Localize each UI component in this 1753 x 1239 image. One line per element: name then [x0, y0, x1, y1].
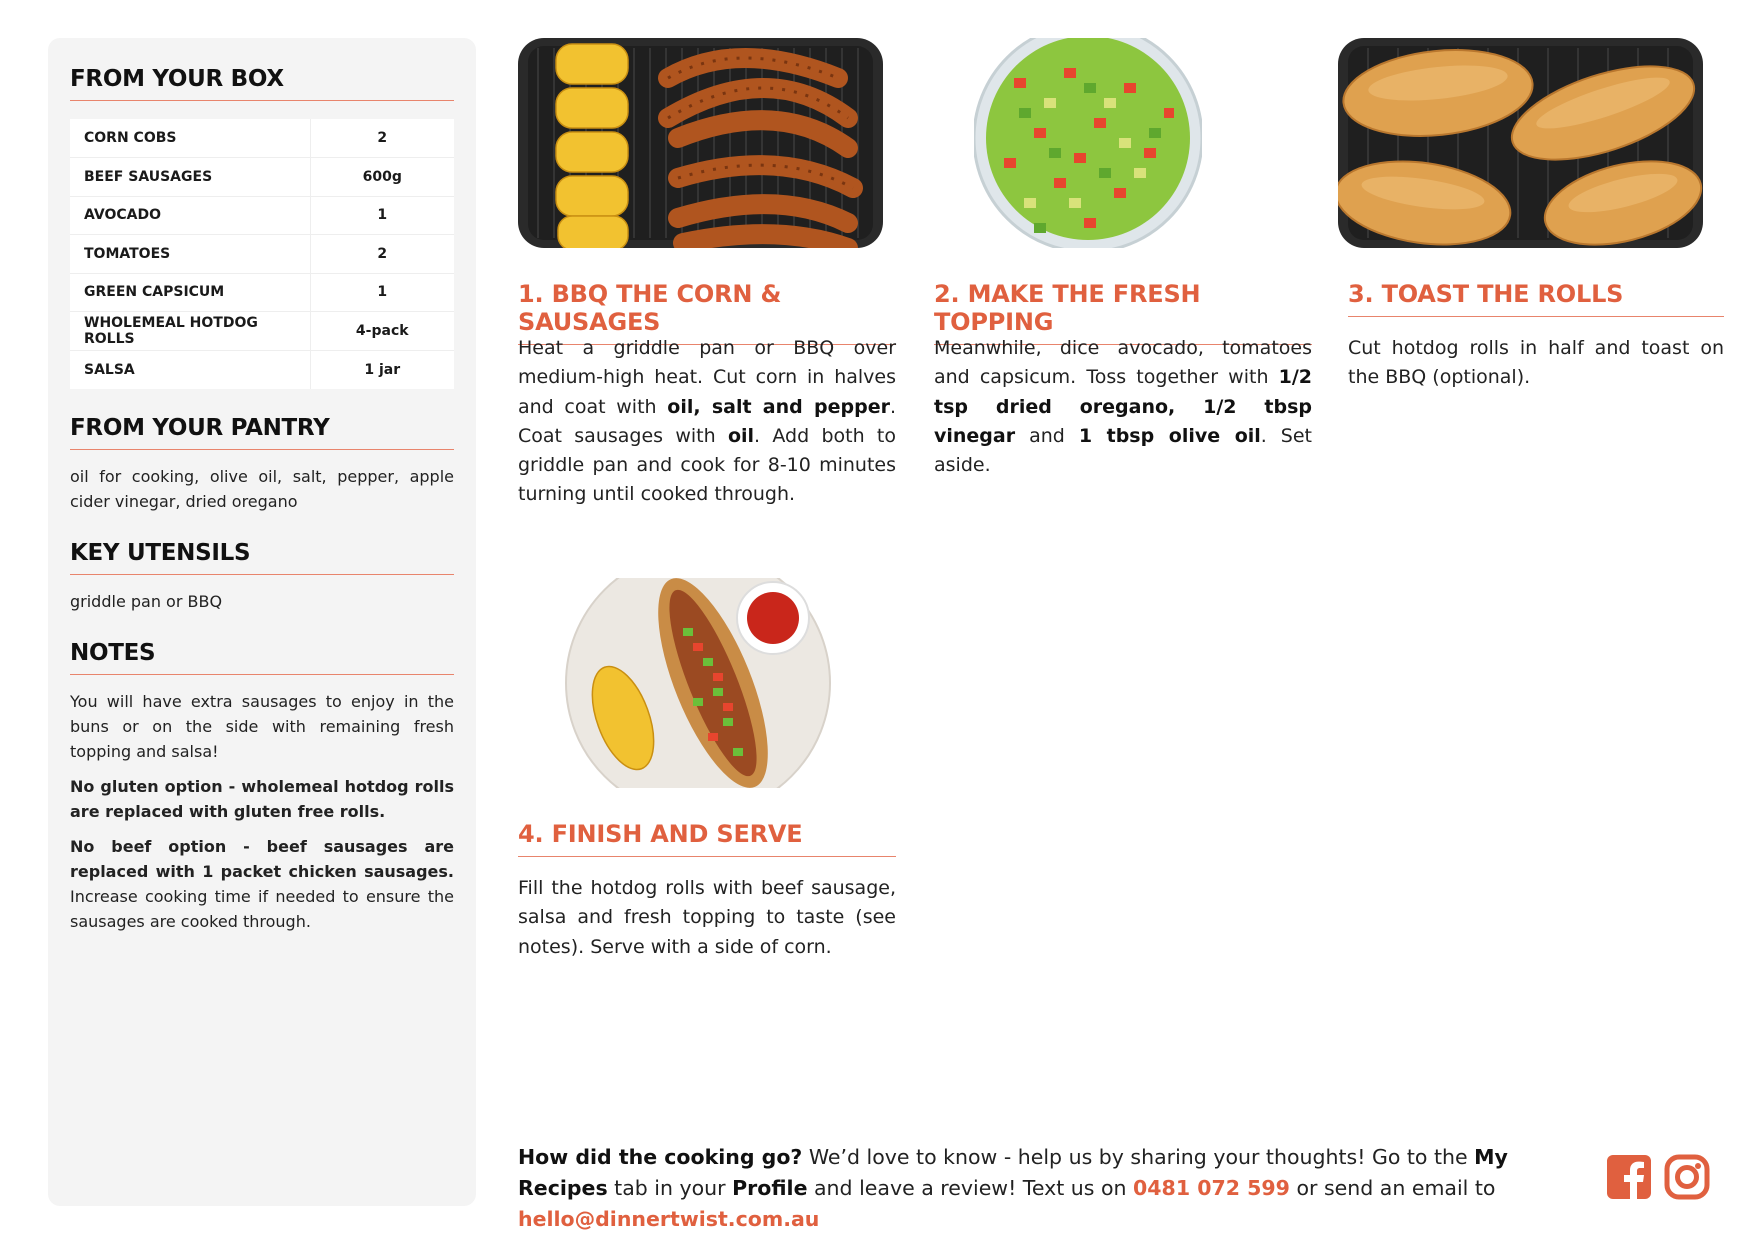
ingredient-row — [70, 196, 454, 235]
step1-text-part: Heat a griddle pan or BBQ over medium-high heat. Cut corn in halves and coat with — [518, 337, 896, 418]
step2-text-part: and — [1015, 424, 1079, 447]
key-utensils-heading: KEY UTENSILS — [70, 540, 454, 575]
step1-text-part: . Add both to griddle pan and cook for 8-10 minutes turning until cooked through. — [518, 424, 896, 506]
step2-text — [934, 334, 1312, 480]
review-footer — [518, 1142, 1578, 1235]
ingredient-row — [70, 158, 454, 197]
ingredient-qty: 600g — [310, 158, 454, 197]
note-beef-option — [70, 834, 454, 934]
step1-bold-oil: oil — [727, 424, 755, 447]
ingredient-name: CORN COBS — [70, 119, 310, 158]
footer-text: or send an email to — [1289, 1176, 1496, 1200]
ingredient-name: GREEN CAPSICUM — [70, 273, 310, 312]
ingredient-name: BEEF SAUSAGES — [70, 158, 310, 197]
from-your-box-heading: FROM YOUR BOX — [70, 66, 454, 101]
footer-my-recipes: My Recipes — [518, 1145, 1508, 1200]
ingredient-row — [70, 235, 454, 274]
ingredient-row — [70, 350, 454, 389]
utensils-text: griddle pan or BBQ — [70, 591, 223, 611]
step1-title: 1. BBQ THE CORN & SAUSAGES — [518, 280, 896, 345]
ingredient-row — [70, 312, 454, 351]
note-beef-bold: No beef option - beef sausages are replaced with 1 packet chicken sausages. — [70, 836, 454, 881]
note-beef-rest: Increase cooking time if needed to ensure the sausages are cooked through. — [70, 886, 454, 931]
ingredient-name: TOMATOES — [70, 235, 310, 274]
ingredient-name: AVOCADO — [70, 196, 310, 235]
step2-text-part: . Set aside. — [934, 424, 1313, 477]
ingredient-qty: 1 — [310, 196, 454, 235]
note-gluten-bold: No gluten option - wholemeal hotdog rolls are replaced with gluten free rolls. — [70, 776, 454, 821]
footer-text: and leave a review! Text us on — [807, 1176, 1134, 1200]
ingredient-qty: 2 — [310, 119, 454, 158]
step4-text: Fill the hotdog rolls with beef sausage, salsa and fresh topping to taste (see notes). Serve with a side of corn. — [518, 877, 896, 958]
step3-text: Cut hotdog rolls in half and toast on the BBQ (optional). — [1348, 337, 1724, 389]
footer-text: tab in your — [607, 1176, 733, 1200]
step1-text-part: . Coat sausages with — [518, 395, 896, 447]
step2-bold-olive-oil: 1 tbsp olive oil — [1078, 424, 1261, 447]
footer-phone-link[interactable]: 0481 072 599 — [1133, 1176, 1290, 1200]
ingredient-row — [70, 273, 454, 312]
step1-photo — [518, 38, 883, 248]
ingredient-qty: 1 jar — [364, 361, 401, 378]
step1-bold-oil-salt-pepper: oil, salt and pepper — [667, 395, 890, 418]
ingredients-table — [70, 119, 454, 389]
step4-photo — [563, 578, 833, 788]
ingredient-qty: 2 — [310, 235, 454, 274]
step3-title: 3. TOAST THE ROLLS — [1348, 280, 1724, 317]
from-your-pantry-heading: FROM YOUR PANTRY — [70, 415, 454, 450]
footer-text: We’d love to know - help us by sharing your thoughts! Go to the — [802, 1145, 1475, 1169]
footer-profile: Profile — [732, 1176, 808, 1200]
step1-text — [518, 334, 896, 510]
instagram-icon[interactable] — [1664, 1154, 1710, 1200]
note-gluten-option — [70, 774, 454, 824]
step2-title: 2. MAKE THE FRESH TOPPING — [934, 280, 1312, 345]
notes-heading: NOTES — [70, 640, 454, 675]
facebook-icon[interactable] — [1606, 1154, 1652, 1200]
step3-photo — [1338, 38, 1703, 248]
step2-photo — [974, 38, 1202, 248]
ingredient-qty: 1 — [310, 273, 454, 312]
footer-question: How did the cooking go? — [518, 1145, 803, 1169]
note-extra-sausages: You will have extra sausages to enjoy in the buns or on the side with remaining fresh topping and salsa! — [70, 691, 454, 761]
ingredient-name: WHOLEMEAL HOTDOG ROLLS — [70, 312, 310, 351]
footer-email-link[interactable]: hello@dinnertwist.com.au — [518, 1207, 820, 1231]
ingredient-name: SALSA — [70, 350, 310, 389]
pantry-text: oil for cooking, olive oil, salt, pepper, apple cider vinegar, dried oregano — [70, 466, 454, 511]
step4-title: 4. FINISH AND SERVE — [518, 820, 896, 857]
step2-bold-oregano-vinegar: 1/2 tsp dried oregano, 1/2 tbsp vinegar — [934, 366, 1312, 447]
ingredient-qty: 4-pack — [310, 312, 454, 351]
ingredient-row — [70, 119, 454, 158]
step2-text-part: Meanwhile, dice avocado, tomatoes and capsicum. Toss together with — [934, 337, 1312, 389]
ingredients-sidebar — [48, 38, 476, 1206]
